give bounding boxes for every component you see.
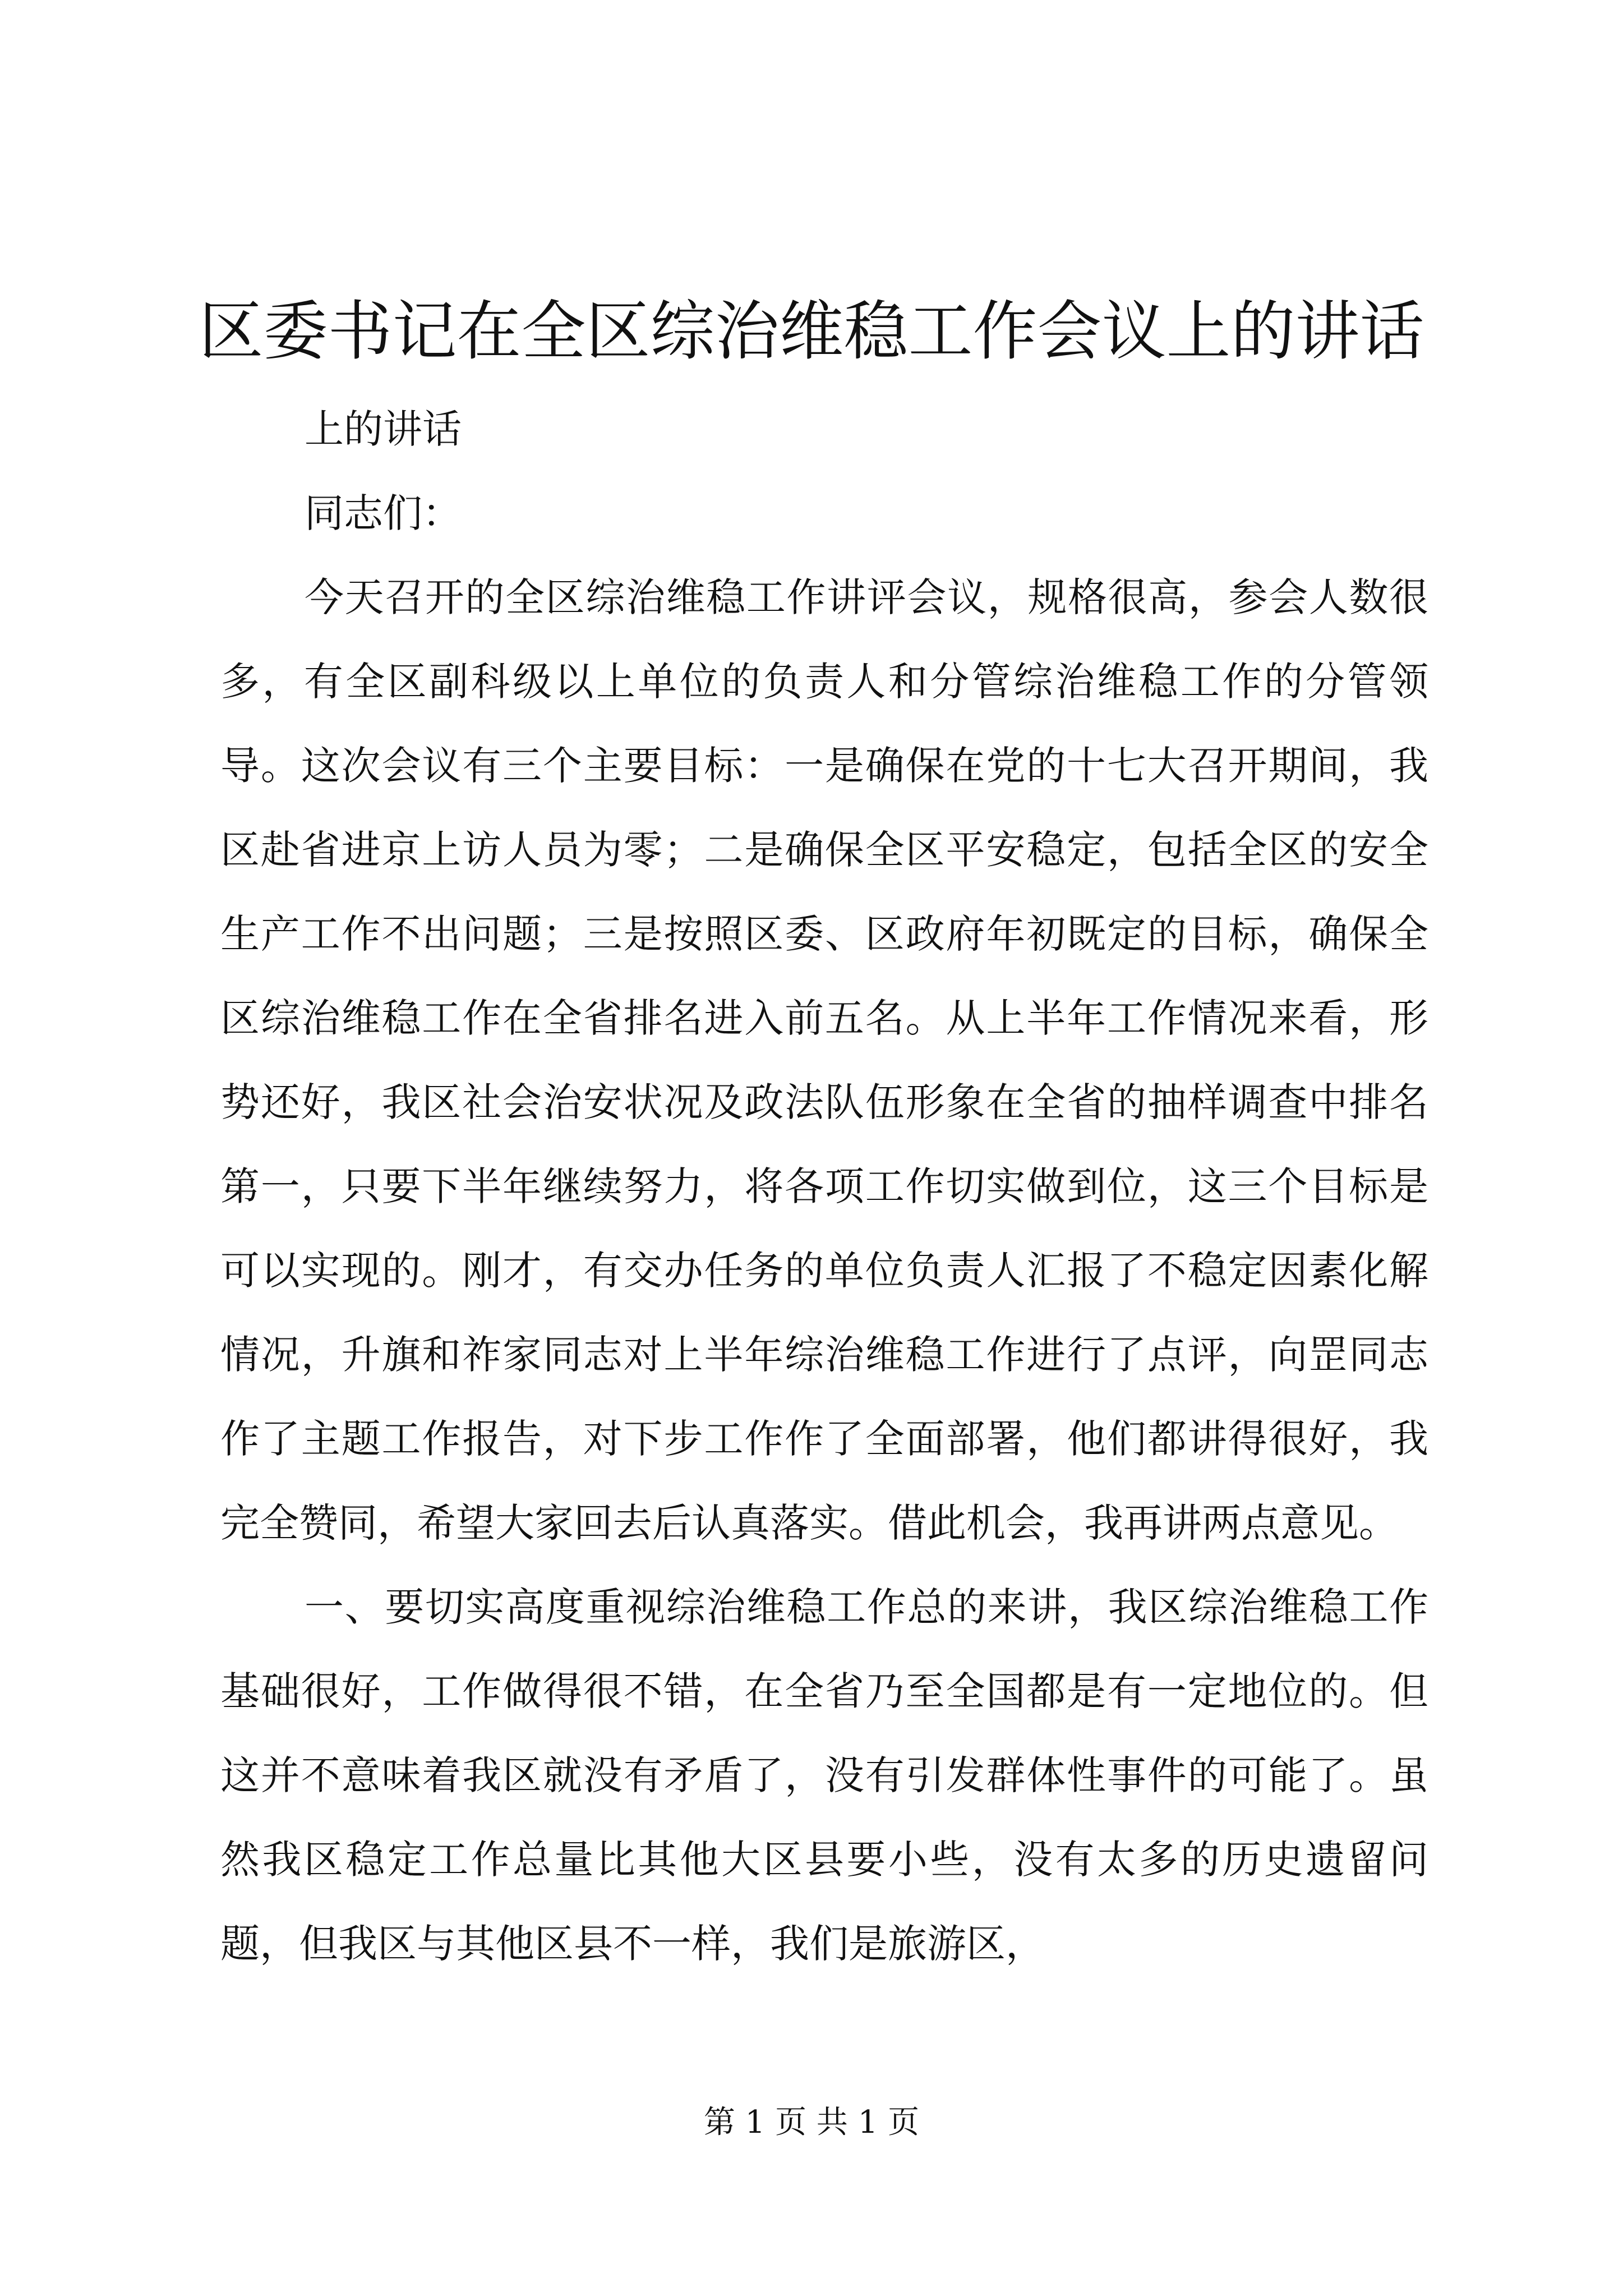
document-body (220, 387, 1428, 1986)
page-footer: 第 1 页 共 1 页 (703, 2104, 920, 2141)
paragraph-subtitle: 上的讲话 (305, 406, 462, 452)
document-title: 区委书记在全区综治维稳工作会议上的讲话 (199, 294, 1424, 369)
paragraph-section-one: 一、要切实高度重视综治维稳工作总的来讲，我区综治维稳工作基础很好，工作做得很不错，在全省乃至全国都是有一定地位的。但这并不意味着我区就没有矛盾了，没有引发群体性事件的可能了。虽然我区稳定工作总量比其他大区县要小些，没有太多的历史遗留问题，但我区与其他区县不一样，我们是旅游区， (220, 1584, 1428, 1967)
paragraph-salutation: 同志们： (305, 490, 462, 536)
paragraph-intro: 今天召开的全区综治维稳工作讲评会议，规格很高，参会人数很多，有全区副科级以上单位的负责人和分管综治维稳工作的分管领导。这次会议有三个主要目标：一是确保在党的十七大召开期间，我区赴省进京上访人员为零；二是确保全区平安稳定，包括全区的安全生产工作不出问题；三是按照区委、区政府年初既定的目标，确保全区综治维稳工作在全省排名进入前五名。从上半年工作情况来看，形势还好，我区社会治安状况及政法队伍形象在全省的抽样调查中排名第一，只要下半年继续努力，将各项工作切实做到位，这三个目标是可以实现的。刚才，有交办任务的单位负责人汇报了不稳定因素化解情况，升旗和祚家同志对上半年综治维稳工作进行了点评，向罡同志作了主题工作报告，对下步工作作了全面部署，他们都讲得很好，我完全赞同，希望大家回去后认真落实。借此机会，我再讲两点意见。 (220, 574, 1428, 1546)
